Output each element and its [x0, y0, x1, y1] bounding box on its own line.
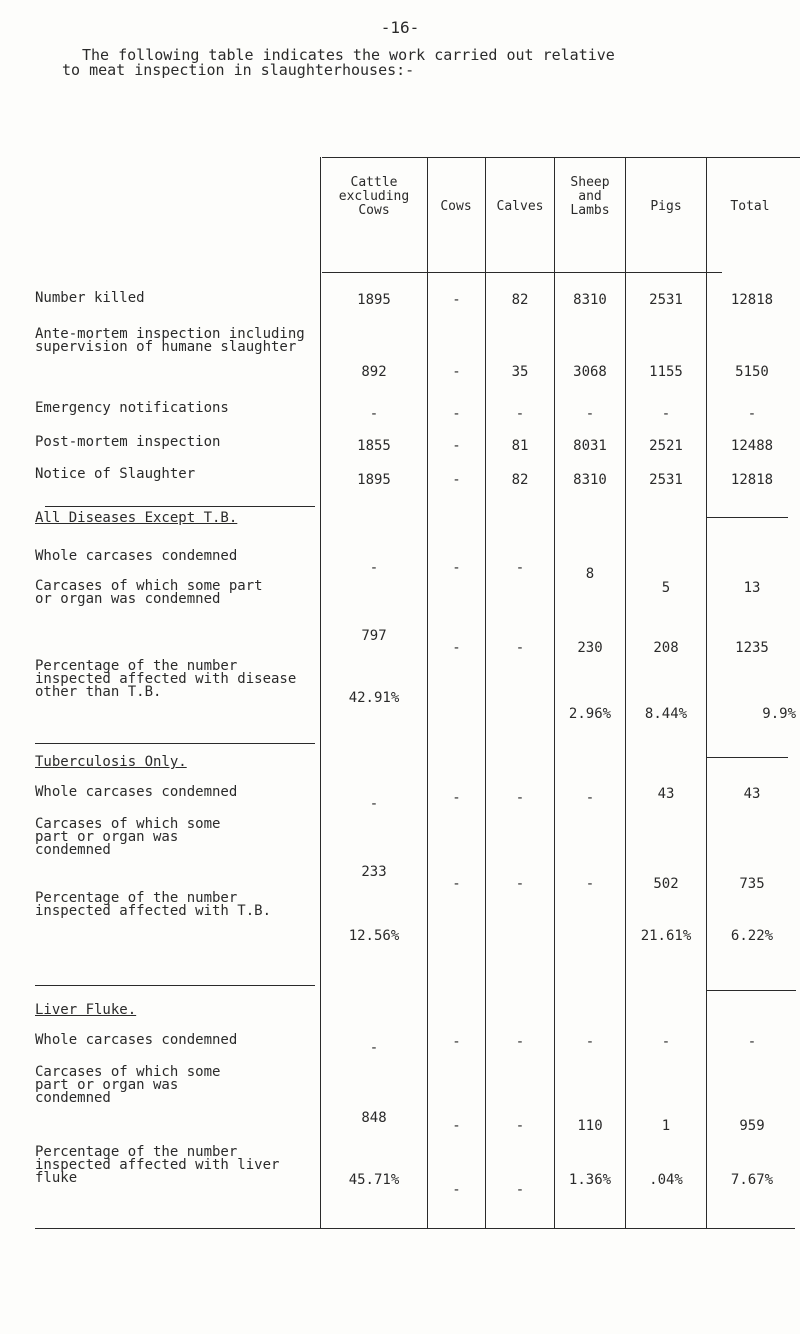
cell: -: [452, 876, 461, 892]
cell: -: [452, 364, 461, 380]
cell: 35: [511, 364, 529, 380]
cell: 1: [661, 1118, 671, 1134]
cell: 2531: [649, 472, 683, 488]
cell: 735: [739, 876, 765, 892]
row-label-whole-carcases: Whole carcases condemned: [35, 1032, 238, 1048]
cell: -: [585, 406, 595, 422]
section-title-liver-fluke: Liver Fluke.: [35, 1002, 137, 1018]
table-top-rule: [322, 157, 800, 158]
cell: -: [585, 790, 595, 806]
row-label-whole-carcases: Whole carcases condemned: [35, 784, 238, 800]
col-header-calves: Calves: [496, 199, 544, 214]
cell: 1.36%: [568, 1172, 612, 1188]
col-rule-2: [427, 157, 428, 1228]
cell: -: [452, 560, 461, 576]
cell: -: [515, 406, 525, 422]
cell: 110: [577, 1118, 603, 1134]
cell: -: [585, 1034, 595, 1050]
row-label-part-condemned: Carcases of which some part or organ was condemned: [35, 1064, 221, 1106]
cell: 848: [361, 1110, 387, 1126]
row-label-whole-carcases: Whole carcases condemned: [35, 548, 238, 564]
cell: -: [515, 876, 525, 892]
cell: 5: [661, 580, 671, 596]
cell: 8310: [573, 292, 607, 308]
row-label-number-killed: Number killed: [35, 290, 145, 306]
general-section-rule: [45, 506, 315, 507]
cell: 81: [511, 438, 529, 454]
general-section-rule-right: [706, 517, 788, 518]
cell: -: [585, 876, 595, 892]
page-number: -16-: [380, 18, 420, 37]
cell: -: [452, 1182, 461, 1198]
cell: -: [515, 1118, 525, 1134]
cell: 42.91%: [348, 690, 400, 706]
cell: 6.22%: [730, 928, 774, 944]
cell: -: [452, 790, 461, 806]
row-label-percentage: Percentage of the number inspected affected with liver fluke: [35, 1144, 280, 1186]
cell: 230: [577, 640, 603, 656]
cell: 12488: [730, 438, 774, 454]
cell: -: [452, 1034, 461, 1050]
cell: 208: [653, 640, 679, 656]
col-rule-4: [554, 157, 555, 1228]
col-rule-1: [320, 157, 321, 1228]
cell: 1235: [735, 640, 769, 656]
intro-line-1: The following table indicates the work carried out relative: [82, 46, 615, 64]
cell: -: [661, 1034, 671, 1050]
cell: -: [747, 1034, 757, 1050]
cell: -: [515, 1182, 525, 1198]
cell: 12818: [730, 292, 774, 308]
cell: 9.9%: [762, 706, 796, 722]
section-title-all-diseases: All Diseases Except T.B.: [35, 510, 238, 526]
cell: -: [747, 406, 757, 422]
cell: 82: [511, 472, 529, 488]
cell: -: [452, 1118, 461, 1134]
cell: 2521: [649, 438, 683, 454]
table-bottom-rule: [35, 1228, 795, 1229]
tb-section-rule-right: [706, 990, 796, 991]
cell: -: [515, 1034, 525, 1050]
cell: 2.96%: [568, 706, 612, 722]
row-label-emergency: Emergency notifications: [35, 400, 229, 416]
cell: 2531: [649, 292, 683, 308]
col-header-cattle: Cattle excluding Cows: [338, 175, 410, 218]
cell: 502: [653, 876, 679, 892]
cell: 8: [585, 566, 595, 582]
cell: -: [452, 292, 461, 308]
col-rule-3: [485, 157, 486, 1228]
cell: 892: [361, 364, 387, 380]
cell: -: [515, 790, 525, 806]
cell: 21.61%: [640, 928, 692, 944]
cell: 12.56%: [348, 928, 400, 944]
cell: 1895: [357, 292, 391, 308]
cell: -: [515, 640, 525, 656]
intro-line-2: to meat inspection in slaughterhouses:-: [62, 61, 415, 79]
row-label-notice: Notice of Slaughter: [35, 466, 196, 482]
cell: 233: [361, 864, 387, 880]
col-rule-6: [706, 157, 707, 1228]
cell: 82: [511, 292, 529, 308]
row-label-ante-mortem: Ante-mortem inspection including supervision of humane slaughter: [35, 326, 305, 355]
cell: 1155: [649, 364, 683, 380]
cell: -: [452, 640, 461, 656]
col-header-cows: Cows: [440, 199, 472, 214]
cell: -: [452, 472, 461, 488]
col-header-pigs: Pigs: [650, 199, 682, 214]
disease-section-rule-right: [706, 757, 788, 758]
cell: 43: [743, 786, 761, 802]
row-label-part-condemned: Carcases of which some part or organ was condemned: [35, 816, 221, 858]
cell: -: [369, 796, 379, 812]
cell: 43: [657, 786, 675, 802]
col-header-sheep: Sheep and Lambs: [570, 175, 610, 218]
cell: -: [452, 438, 461, 454]
row-label-percentage: Percentage of the number inspected affected with T.B.: [35, 890, 272, 919]
header-bottom-rule: [322, 272, 722, 273]
cell: -: [369, 1040, 379, 1056]
disease-section-rule: [35, 743, 315, 744]
cell: 12818: [730, 472, 774, 488]
cell: .04%: [649, 1172, 683, 1188]
cell: 8310: [573, 472, 607, 488]
cell: 13: [743, 580, 761, 596]
cell: -: [515, 560, 525, 576]
cell: 1895: [357, 472, 391, 488]
col-rule-5: [625, 157, 626, 1228]
cell: 1855: [357, 438, 391, 454]
cell: -: [661, 406, 671, 422]
cell: 959: [739, 1118, 765, 1134]
col-header-total: Total: [730, 199, 770, 214]
tb-section-rule: [35, 985, 315, 986]
row-label-post-mortem: Post-mortem inspection: [35, 434, 221, 450]
section-title-tuberculosis: Tuberculosis Only.: [35, 754, 187, 770]
cell: 5150: [735, 364, 769, 380]
cell: -: [369, 406, 379, 422]
cell: 3068: [573, 364, 607, 380]
intro-paragraph: [62, 48, 782, 78]
cell: -: [369, 560, 379, 576]
cell: -: [452, 406, 461, 422]
cell: 7.67%: [730, 1172, 774, 1188]
row-label-percentage: Percentage of the number inspected affected with disease other than T.B.: [35, 658, 297, 700]
cell: 8.44%: [644, 706, 688, 722]
cell: 45.71%: [348, 1172, 400, 1188]
cell: 797: [361, 628, 387, 644]
row-label-part-condemned: Carcases of which some part or organ was condemned: [35, 578, 263, 607]
cell: 8031: [573, 438, 607, 454]
